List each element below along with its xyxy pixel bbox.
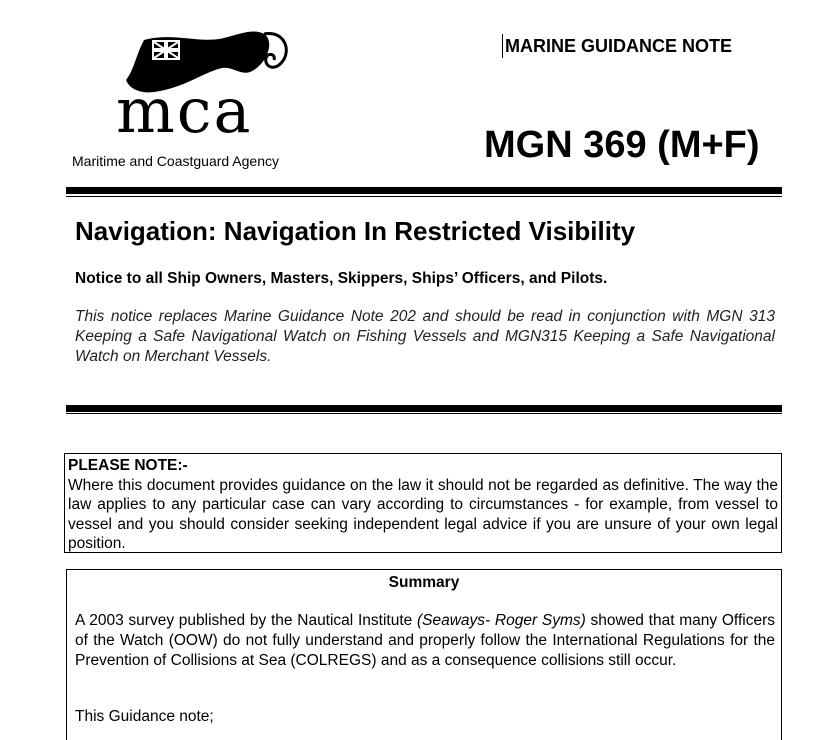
summary-title: Summary [388,574,460,591]
notice-audience: Notice to all Ship Owners, Masters, Skippers, Ships’ Officers, and Pilots. [75,270,608,287]
please-note-body: Where this document provides guidance on the law it should not be regarded as definitive. The way the law applies to any particular case can vary according to circumstances - for example, from vessel to vessel and you should consider seeking independent legal advice if you are unsure of your own legal position. [68,476,778,552]
please-note-box [64,453,782,553]
document-type-label: MARINE GUIDANCE NOTE [502,34,732,58]
top-thin-rule [66,196,782,197]
summary-box [66,569,782,740]
agency-name: Maritime and Coastguard Agency [72,153,279,169]
summary-paragraph [75,611,775,671]
top-thick-rule [66,187,782,194]
bottom-thick-rule [66,405,782,412]
page-title: Navigation: Navigation In Restricted Visibility [75,216,636,246]
summary-text-end: showed that many Officers of the Watch (OOW) do not fully understand and properly follow the International Regulations for the Prevention of Collisions at Sea (COLREGS) and as a consequence collisions still occur. [75,612,775,669]
summary-citation: (Seaways- Roger Syms) [416,612,586,629]
summary-text-start: A 2003 survey published by the Nautical Institute [75,612,417,629]
document-number: MGN 369 (M+F) [484,124,760,166]
please-note-heading: PLEASE NOTE:- [68,457,188,474]
summary-guidance-intro: This Guidance note; [75,708,214,725]
replaces-notice: This notice replaces Marine Guidance Note 202 and should be read in conjunction with MGN 313 Keeping a Safe Navigational Watch on Fishing Vessels and MGN315 Keeping a Safe Navigational Watch on Merchant Vessels. [75,308,775,365]
mca-logo [66,24,336,174]
bottom-thin-rule [66,413,782,414]
logo-letters: mca [116,74,253,147]
